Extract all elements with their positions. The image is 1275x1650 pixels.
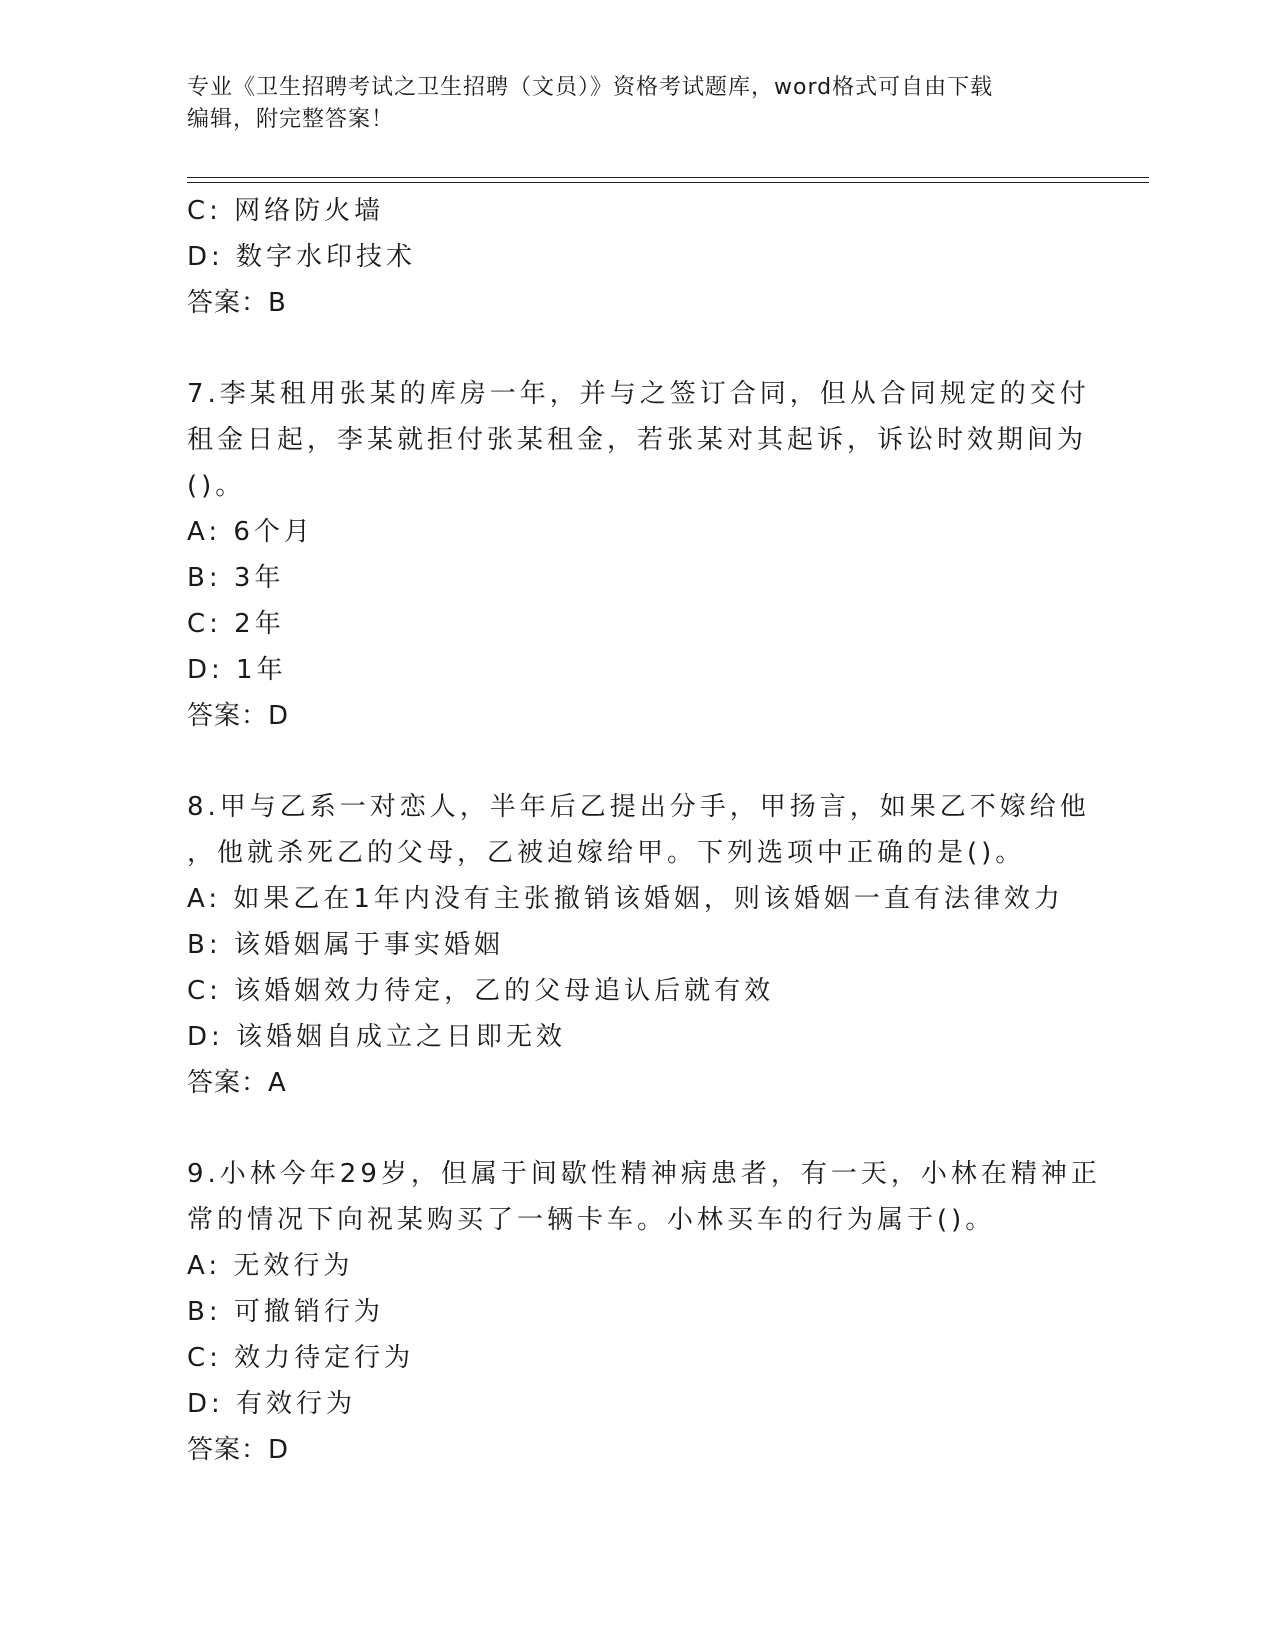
header-line-2: 编辑，附完整答案！: [187, 107, 395, 132]
question-stem-line: ，他就杀死乙的父母，乙被迫嫁给甲。下列选项中正确的是()。: [187, 838, 1026, 868]
question-list: [187, 188, 1101, 1473]
spacer: [187, 326, 1087, 371]
option-d: D: 1年: [187, 655, 287, 685]
spacer: [187, 1106, 1087, 1151]
option-d: D: 该婚姻自成立之日即无效: [187, 1022, 567, 1052]
option-d: D: 有效行为: [187, 1389, 357, 1419]
option-a: A: 6个月: [187, 517, 314, 547]
header-line-1: 专业《卫生招聘考试之卫生招聘（文员）》资格考试题库，word格式可自由下载: [187, 75, 994, 100]
option-b: B: 可撤销行为: [187, 1297, 384, 1327]
option-a: A: 无效行为: [187, 1251, 354, 1281]
option-b: B: 该婚姻属于事实婚姻: [187, 930, 504, 960]
option-b: B: 3年: [187, 563, 285, 593]
option-d: D: 数字水印技术: [187, 242, 417, 272]
option-c: C: 该婚姻效力待定，乙的父母追认后就有效: [187, 976, 775, 1006]
question-stem-line: 9.小林今年29岁，但属于间歇性精神病患者，有一天，小林在精神正: [187, 1159, 1101, 1189]
option-c: C: 效力待定行为: [187, 1343, 415, 1373]
question-stem-line: 租金日起，李某就拒付张某租金，若张某对其起诉，诉讼时效期间为: [187, 425, 1088, 455]
option-a: A: 如果乙在1年内没有主张撤销该婚姻，则该婚姻一直有法律效力: [187, 884, 1064, 914]
document-header: [187, 72, 1087, 136]
header-divider-top: [187, 177, 1149, 178]
answer: 答案：D: [187, 1435, 290, 1465]
option-c: C: 网络防火墙: [187, 196, 385, 226]
question-6: [187, 188, 1087, 326]
question-stem-line: 常的情况下向祝某购买了一辆卡车。小林买车的行为属于()。: [187, 1205, 996, 1235]
header-divider-bottom: [187, 182, 1149, 183]
answer: 答案：B: [187, 288, 287, 318]
question-9: [187, 1151, 1101, 1473]
question-stem-line: 8.甲与乙系一对恋人，半年后乙提出分手，甲扬言，如果乙不嫁给他: [187, 792, 1090, 822]
option-c: C: 2年: [187, 609, 285, 639]
question-stem-line: 7.李某租用张某的库房一年，并与之签订合同，但从合同规定的交付: [187, 379, 1090, 409]
answer: 答案：A: [187, 1068, 287, 1098]
spacer: [187, 739, 1087, 784]
question-stem-line: ()。: [187, 471, 246, 501]
question-8: [187, 784, 1090, 1106]
question-7: [187, 371, 1090, 739]
answer: 答案：D: [187, 701, 290, 731]
